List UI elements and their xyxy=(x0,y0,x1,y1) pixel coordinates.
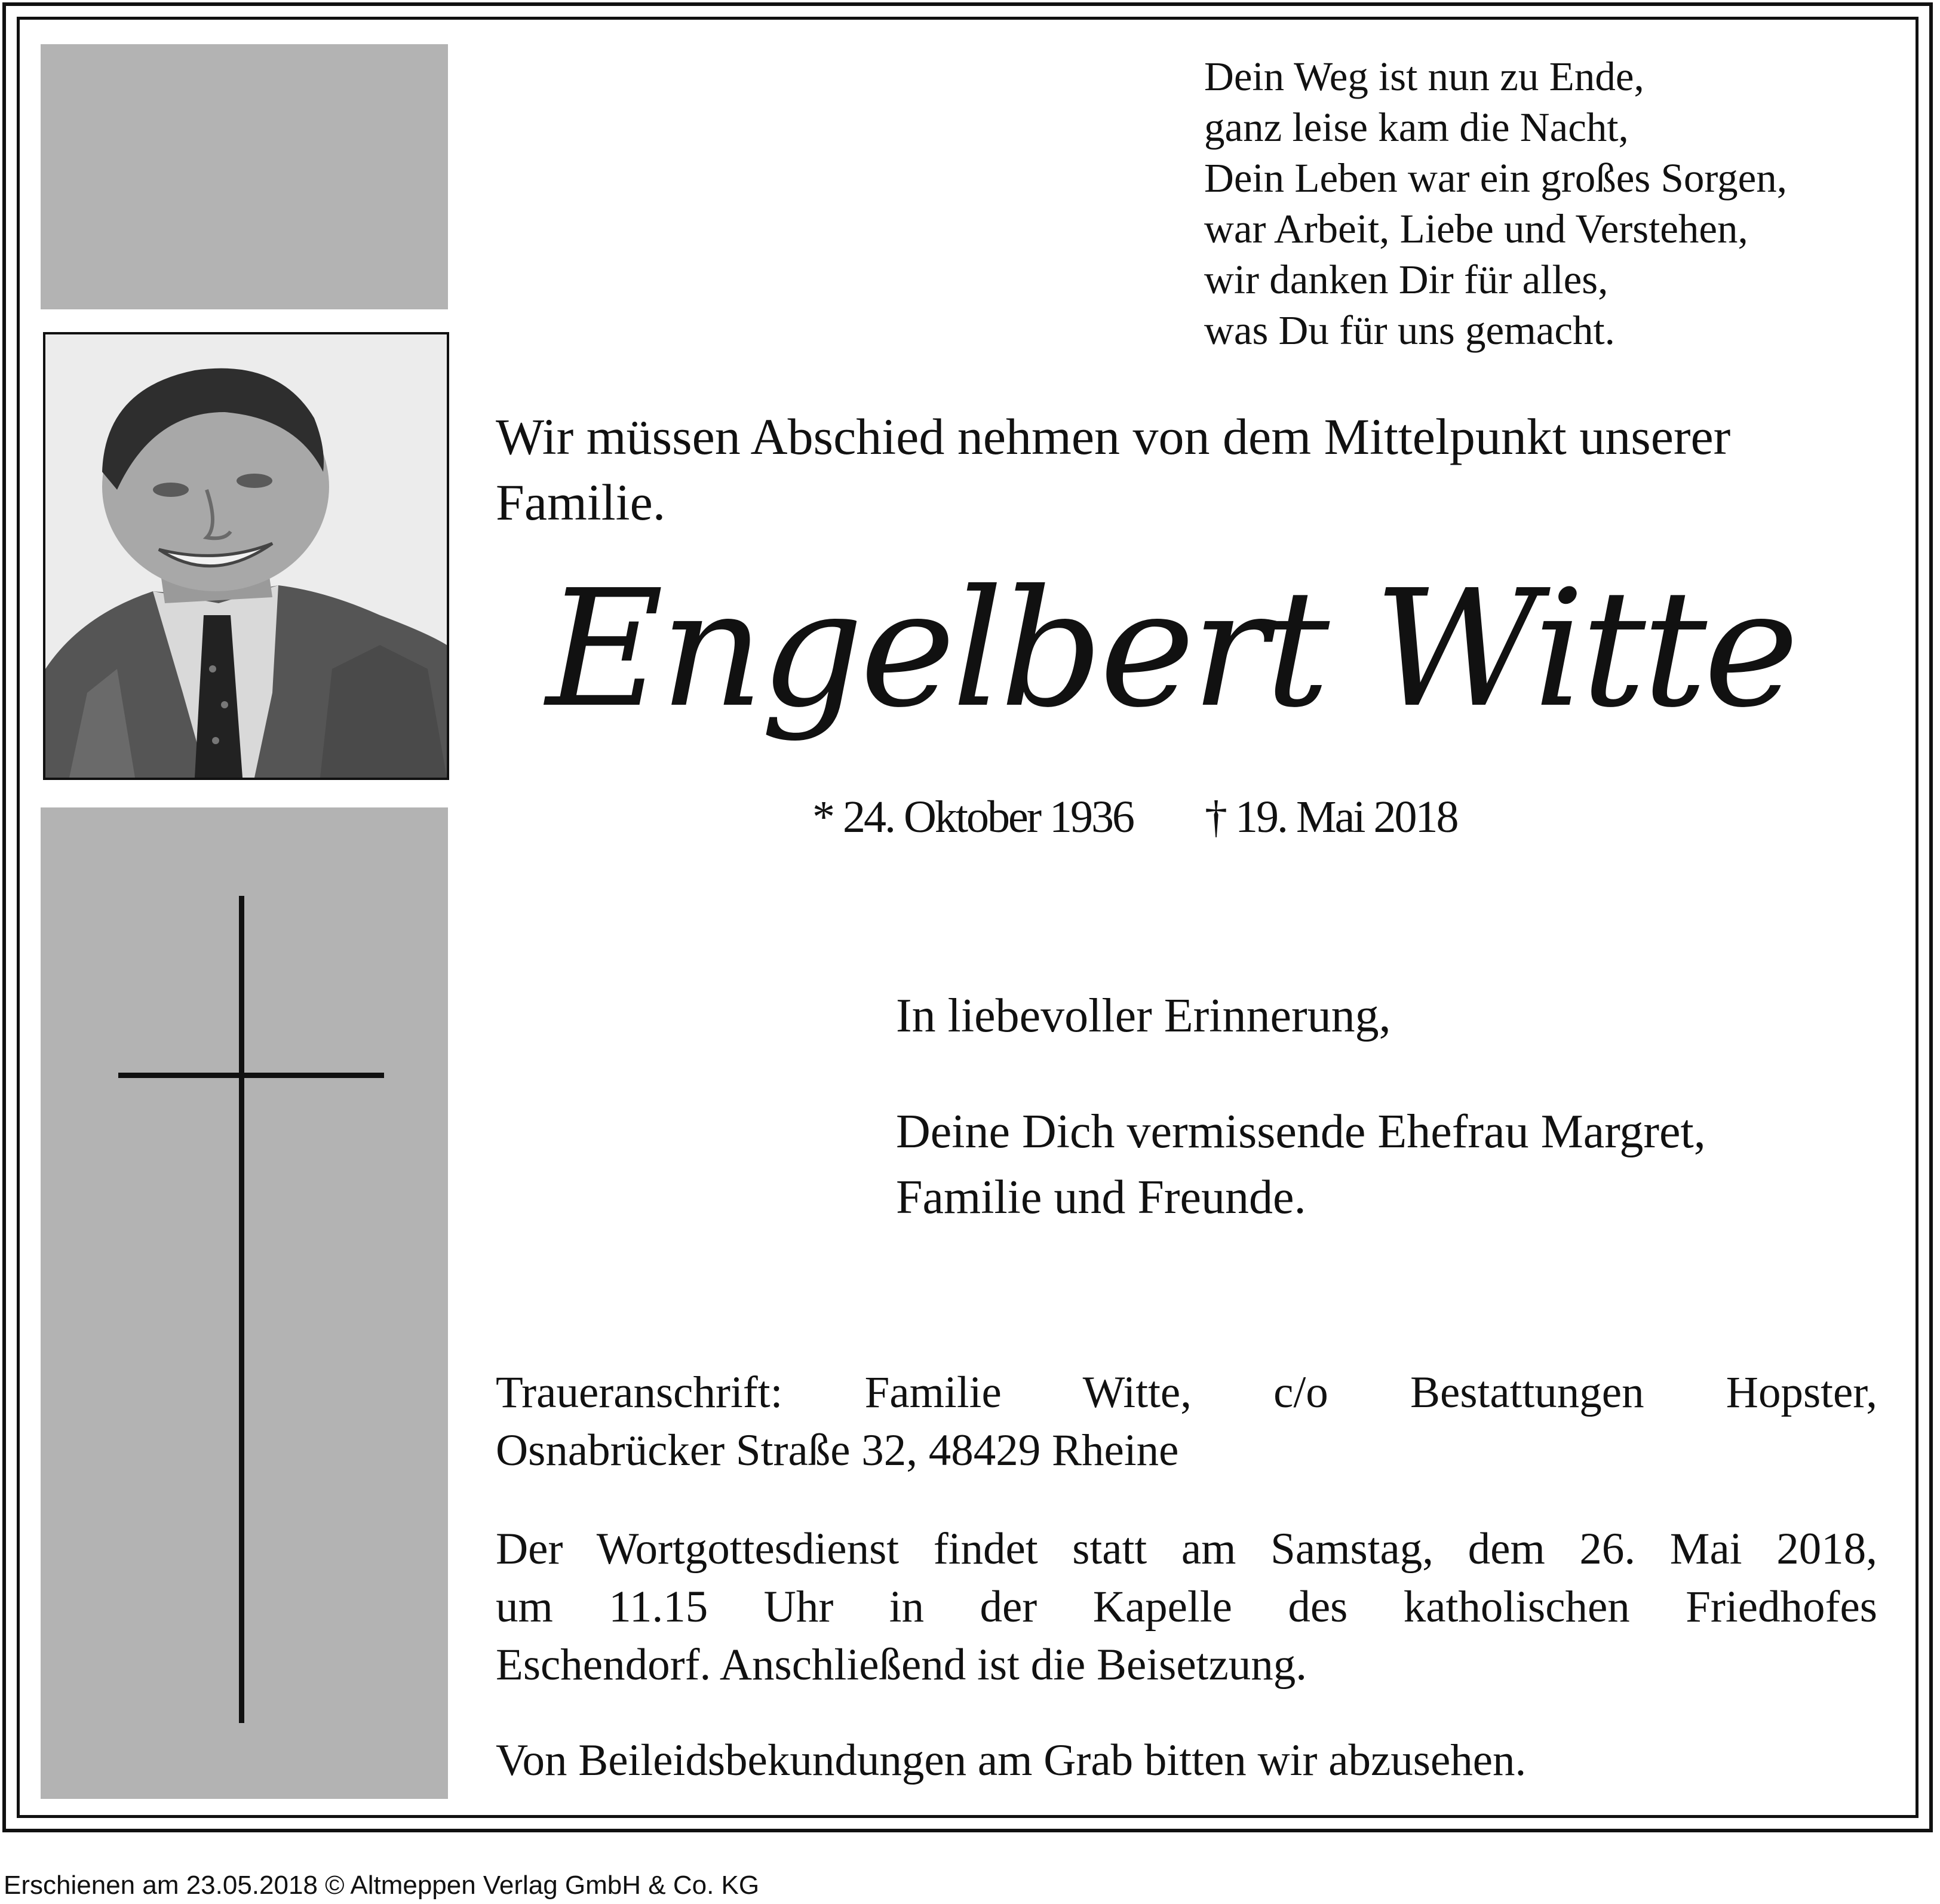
poem xyxy=(1204,51,1909,356)
poem-line: wir danken Dir für alles, xyxy=(1204,257,1609,302)
intro-text xyxy=(496,404,1881,535)
poem-line: Dein Weg ist nun zu Ende, xyxy=(1204,54,1644,99)
poem-line: war Arbeit, Liebe und Verstehen, xyxy=(1204,206,1748,251)
family-line: Familie und Freunde. xyxy=(896,1171,1306,1224)
poem-line: was Du für uns gemacht. xyxy=(1204,308,1615,353)
service-info xyxy=(496,1520,1877,1694)
poem-line: Dein Leben war ein großes Sorgen, xyxy=(1204,155,1787,201)
address-line: Osnabrücker Straße 32, 48429 Rheine xyxy=(496,1426,1179,1475)
service-line: Eschendorf. Anschließend ist die Beisetzung. xyxy=(496,1640,1307,1690)
birth-date: * 24. Oktober 1936 xyxy=(812,792,1134,842)
poem-line: ganz leise kam die Nacht, xyxy=(1204,105,1629,150)
family-line: Deine Dich vermissende Ehefrau Margret, xyxy=(896,1105,1706,1158)
service-line: um 11.15 Uhr in der Kapelle des katholischen Friedhofes xyxy=(496,1582,1877,1632)
publication-footer: Erschienen am 23.05.2018 © Altmeppen Verlag GmbH & Co. KG xyxy=(4,1871,760,1900)
remembrance-line: In liebevoller Erinnerung, xyxy=(896,990,1391,1042)
mourning-address xyxy=(496,1363,1877,1479)
death-date: † 19. Mai 2018 xyxy=(1205,792,1457,842)
condolence-note: Von Beileidsbekundungen am Grab bitten wir abzusehen. xyxy=(496,1736,1527,1785)
gray-panel-top xyxy=(41,44,448,309)
deceased-name-text: Engelbert Witte xyxy=(546,555,1795,743)
gray-panel-bottom xyxy=(41,807,448,1799)
service-line: Der Wortgottesdienst findet statt am Samstag, dem 26. Mai 2018, xyxy=(496,1524,1877,1574)
intro-line: Wir müssen Abschied nehmen von dem Mittelpunkt unserer xyxy=(496,408,1731,465)
intro-line: Familie. xyxy=(496,474,666,531)
cross-horizontal-bar xyxy=(118,1073,384,1078)
deceased-name xyxy=(0,555,1940,806)
address-line: Traueranschrift: Familie Witte, c/o Bestattungen Hopster, xyxy=(496,1368,1877,1417)
family-signature xyxy=(896,1099,1706,1230)
cross-vertical-bar xyxy=(239,896,244,1723)
